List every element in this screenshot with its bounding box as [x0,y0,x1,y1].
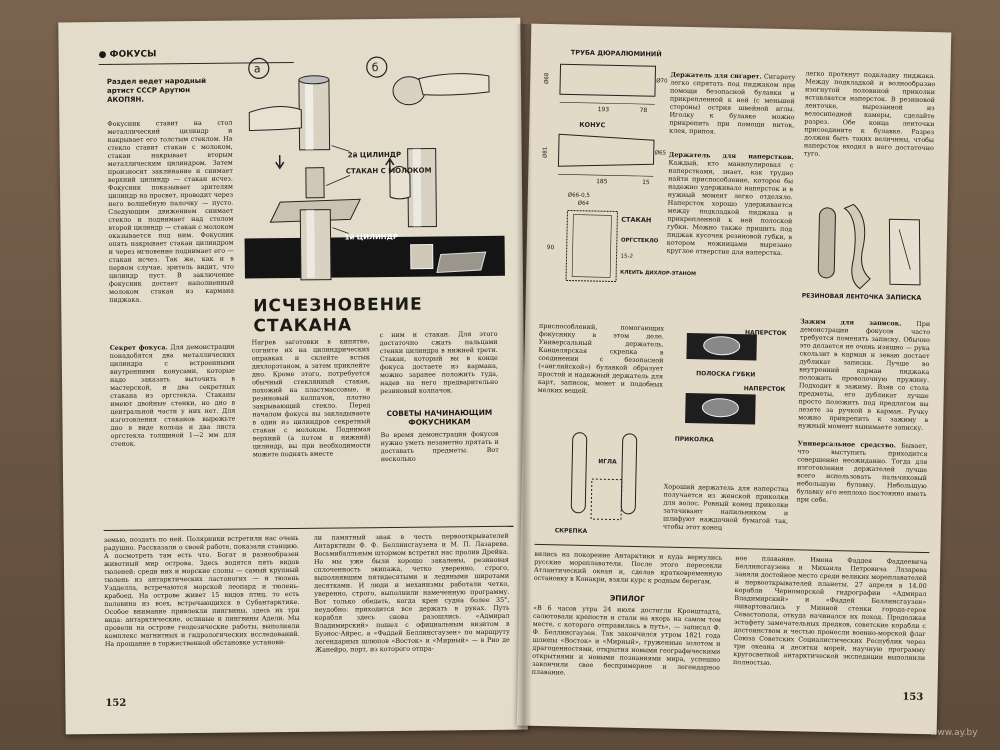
dim-78: 78 [639,106,648,115]
right-bottom-col1: вились на покорение Антарктики и куда вернулись русские мореплаватели. После этого пересекли Атлантический океан и, сделав кратковременную остановку в Конакри, взяли курс к родным берегам. [533,549,723,586]
thimble-illustration [664,323,792,486]
dim-66: Ø66-0,5 [567,192,590,199]
thimble-body: Каждый, кто манипулировал с наперстками, знает, как трудно найти приспособление, которое бы надежно удерживало наперсток и в нужный момент легко отделяло. Наперсток хорошо удерживается между подкладкой пиджака и прикрепленной к ней полоской губки. Можно также пришить под пиджак кусочек резиновой губки, в котором ножницами вырезано круглое отверстие для наперстка. [666,158,794,257]
right-bottom-col1b: «В 6 часов утра 24 июля достигли Кронштадта, салютовали крепости и стали на якорь на самом том месте, с которого отправились в путь», — записал Ф. Ф. Беллинсгаузен. Так закончился утром 1821 года шлюпы «Восток» и «Мирный», груженные золотом и драгоценностями, открытия новыми географическими открытиями и новыми познаниями мира, успешно закончили свое беспримерное и легендарное плавание. [531,603,722,677]
dim-68: Ø68 [544,72,551,85]
label-clip: СКРЕПКА [554,527,588,535]
note-clip-text [798,317,930,440]
uni-body: Бывает, что выступить приходится совершенно неожиданно. Тогда для изготовления держателей лучше всего использовать пальчиковый небольшую булавку. Небольшую булавку его неплохо постоянно иметь при себе. [796,441,928,504]
bullet-icon: ● [98,49,110,61]
left-bottom-col2: ли памятный знак в честь первооткрывателей Антарктиды Ф. Ф. Беллинсгаузена и М. П. Лазарева. Восьмибалльным штормом встретил нас пролив Дрейка. Но мы уже были хорошо закалены, резиновая сплоченность экипажа, четко уверенно, строго, выполнявшим пятидесятыми и ледяными широтами десятками. И люди и механизмы работали четко, уверенно, строго, выполнили намеченную программу. Вот только обедать, когда крен судна более 35°, неудобно: приходится все держать в руках. Путь корабля здесь снова разошлись. «Адмирал Владимирский» пошел с официальным визитом в Буэнос-Айрес, а «Фаддей Беллинсгаузен» по маршруту легендарных шлюпов «Восток» и «Мирный» — в Рио де Жанейро, порт, из которого отпра- [313,531,510,654]
note-head: Зажим для записок. [800,317,902,328]
dim-15-2: 15-2 [620,253,634,260]
left-col3-text2: Во время демонстрации фокусов нужно уметь незаметно прятать и доставать предметы. Вот несколько [380,429,499,464]
trick-illustration [239,48,511,281]
label-rubber-band: РЕЗИНОВАЯ ЛЕНТОЧКА [801,292,884,302]
label-thimble-1: НАПЕРСТОК [744,329,787,338]
label-thimble-2: НАПЕРСТОК [743,385,786,394]
left-col3-text: с ним и стакан. Для этого достаточно сжать пальцами стенки цилиндра в нижней трети. Стакан, который вы в конце фокуса достаете из кармана, можно заранее положить туда, надев на него предварительно резиновый колпачок. [379,329,499,396]
label-cylinder-1: 1й ЦИЛИНДР [344,232,399,242]
dim-65: Ø65 [654,150,667,157]
label-glass-with-milk: СТАКАН С МОЛОКОМ [345,166,432,176]
bottom-divider [104,526,514,531]
left-col2-text: Нагрев заготовки в кипятке, согните их на цилиндрических оправках и склейте встык дихлорэтаном, а затем приклейте дно. Кроме этого, потребуется обычный стеклянный стакан, похожий на пластмассовые, и резиновый колпачок, плотно закрывающий стекло. Перед началом фокуса вы закладываете в один из цилиндров секретный стакан с молоком. Поднимая верхний (а потом и нижний) цилиндр, вы при необходимости можете поднять вместе [251,337,371,459]
universal-holder-text: приспособлений, помогающих фокуснику в этом деле. Универсальный держатель. Канцелярская скрепка в соединении с безопасной («английской») булавкой образует простой и надежный держатель для карт, записок, монет и подобных мелких вещей. [537,321,665,395]
page-number-right: 153 [902,691,924,704]
right-bottom-col2: ное плавание. Имена Фаддея Фаддеевича Беллинсгаузена и Михаила Петровича Лазарева заняли достойное место среди великих мореплавателей и первооткрывателей планеты. 27 апреля в 14.00 корабли Черноморской гидрографии «Адмирал Владимирский» и «Фаддей Беллинсгаузен» ошвартовались у Минной стенки города-героя Севастополя, откуда начинался их поход. Продолжая эстафету замечательных предков, советские корабли с достоинством и честью пронесли военно-морской флаг Союза Советских Социалистических Республик через три океана и десятки морей, научную программу кругосветной антарктической экспедиции выполнили полностью. [732,554,928,667]
dim-90: 90 [546,244,555,252]
secret-head: Секрет фокуса. [109,343,168,352]
dim-185: 185 [596,178,608,186]
label-orgglass: ОРГСТЕКЛО [620,237,659,245]
thimble-holder-text [665,151,794,324]
label-cylinder-2: 2й ЦИЛИНДР [347,150,402,160]
clip-illustration [540,422,663,552]
dim-193: 193 [597,106,610,114]
fig-a-label: а [253,62,261,76]
label-glass: СТАКАН [621,215,652,225]
intro-text: Раздел ведет народный артист СССР Арутюн АКОПЯН. [106,76,207,104]
fig-b-label: б [371,61,379,75]
article-title: ИСЧЕЗНОВЕНИЕ СТАКАНА [253,294,423,337]
page-number-left: 152 [105,697,127,709]
label-pin: ПРИКОЛКА [674,435,714,444]
left-col1-text: Фокусник ставит на стол металлический цилиндр и накрывает его толстым стеклом. На стекло ставит стакан с молоком, стакан накрывает вторым металлическим цилиндром. Затем произносит заклинание и снимает верхний цилиндр — стакан исчез. Фокусник показывает зрителям цилиндр на просвет, проводит через него волшебную палочку — пусто. Следующим движением снимает стекло и поднимает над столом второй цилиндр — стакан с молоком оказывается под ним. Фокусник опять накрывает стакан цилиндром и через мгновение поднимает его — стакан исчез. Так же, как и в первом случае, зритель видит, что цилиндр пуст. В заключение фокусник достает наполненный молоком стакан из кармана пиджака. [107,118,235,304]
dim-81: Ø81 [542,146,549,159]
dim-15: 15 [642,179,650,187]
label-glue: КЛЕИТЬ ДИХЛОР-ЭТАНОМ [620,269,697,278]
right-col3-top-text: легко проткнут подкладку пиджака. Между подкладкой и волнообразно изогнутой половиной приколки вставляется наперсток. В резиновой ленточке, вырезанной из велосипедной камеры, сделайте разрез. Обе конца ленточки присоедините к булавке. Разрез должен быть таких величины, чтобы наперсток входил в него достаточно туго. [803,69,936,158]
label-needle: ИГЛА [598,458,617,466]
thimble-head: Держатель для наперстков. [668,150,794,162]
uni-head: Универсальное средство. [797,439,897,450]
cigarette-head: Держатель для сигарет. [670,70,762,81]
secret-text: Для демонстрации понадобятся два металлических цилиндра с встроенными внутренними конусами, которые надо заказать выточить в мастерской, и два секретных стакана из оргстекла. Стаканы имеют двойные стенки, но дно в центральной части у них нет. Для изготовления стаканов вырежьте дно в виде кольца и два листа оргстекла толщиной 1—2 мм для стенок. [109,342,236,448]
label-tube: ТРУБА ДЮРАЛЮМИНИЙ [570,48,662,59]
watermark: www.ay.by [930,728,978,738]
band-note-illustration [797,187,940,318]
technical-drawings [535,44,697,327]
label-cone: КОНУС [579,120,606,130]
right-page [517,24,952,735]
dim-64: Ø64 [577,200,590,207]
label-sponge-strip: ПОЛОСКА ГУБКИ [696,370,756,379]
left-page [58,18,527,735]
universal-means-text [796,439,928,542]
advice-heading: СОВЕТЫ НАЧИНАЮЩИМ ФОКУСНИКАМ [386,407,493,427]
cigarette-holder-text [669,71,796,150]
epilog-heading: ЭПИЛОГ [609,593,645,604]
note-body: При демонстрации фокусов часто требуется поменять записку. Обычно это делается не очень изящно — рука скользит в карман и зеваю достает дубликат записки. Лучше во внутренний карман пиджака положить проволочную пружину. Подходит к зажиму. Взяв со стола предметы, его дубликат лучше просто положить под предлогом вы лезете за ручкой в карман. Ручку можно прикрепить к зажиму в нужный момент вынимаете записку. [797,319,931,432]
label-note: ЗАПИСКА [885,293,922,302]
left-bottom-col1: земью, поздать по ней. Полярники встретили нас очень радушно. Рассказали о своей работе, показали станцию. А посмотреть там есть что. Богат и разнообразен животный мир острова. Здесь водятся пять видов тюленей: среди них и морские слоны — самый крупный тюлень из антарктических ластоногих — и тюлень Уэдделла, встречаются морской леопард и тюлень-крабоед. На острове живет 15 видов птиц, то есть половина из всех, встречающихся в Субантарктике. Особое внимание привлекли пингвины, здесь их три вида: антарктические, ослиные и пингвины Адели. Мы провели на острове геодезические работы, выполняли комплекс магнитных и гидрологических исследований. На прощание в торжественной обстановке установи- [103,533,300,648]
section-header: ● ФОКУСЫ [98,49,157,61]
dim-70: Ø70 [656,78,668,85]
cigarette-body: Сигарету легко спрятать под пиджаком при помощи безопасной булавки и прикрепленной к ней (с меньшей стороны) острия швейной иглы. Иголку к булавке можно прикрепить при помощи ниток, клея, припоя. [669,72,796,136]
book-gutter [516,24,532,730]
thimble-text-2: Хороший держатель для наперстка получается из женской приколки для волос. Ровный конец приколки затачивают напильником и шлифуют наждачной бумагой так, чтобы этот конец [662,482,789,532]
left-col1-text2 [110,343,237,524]
